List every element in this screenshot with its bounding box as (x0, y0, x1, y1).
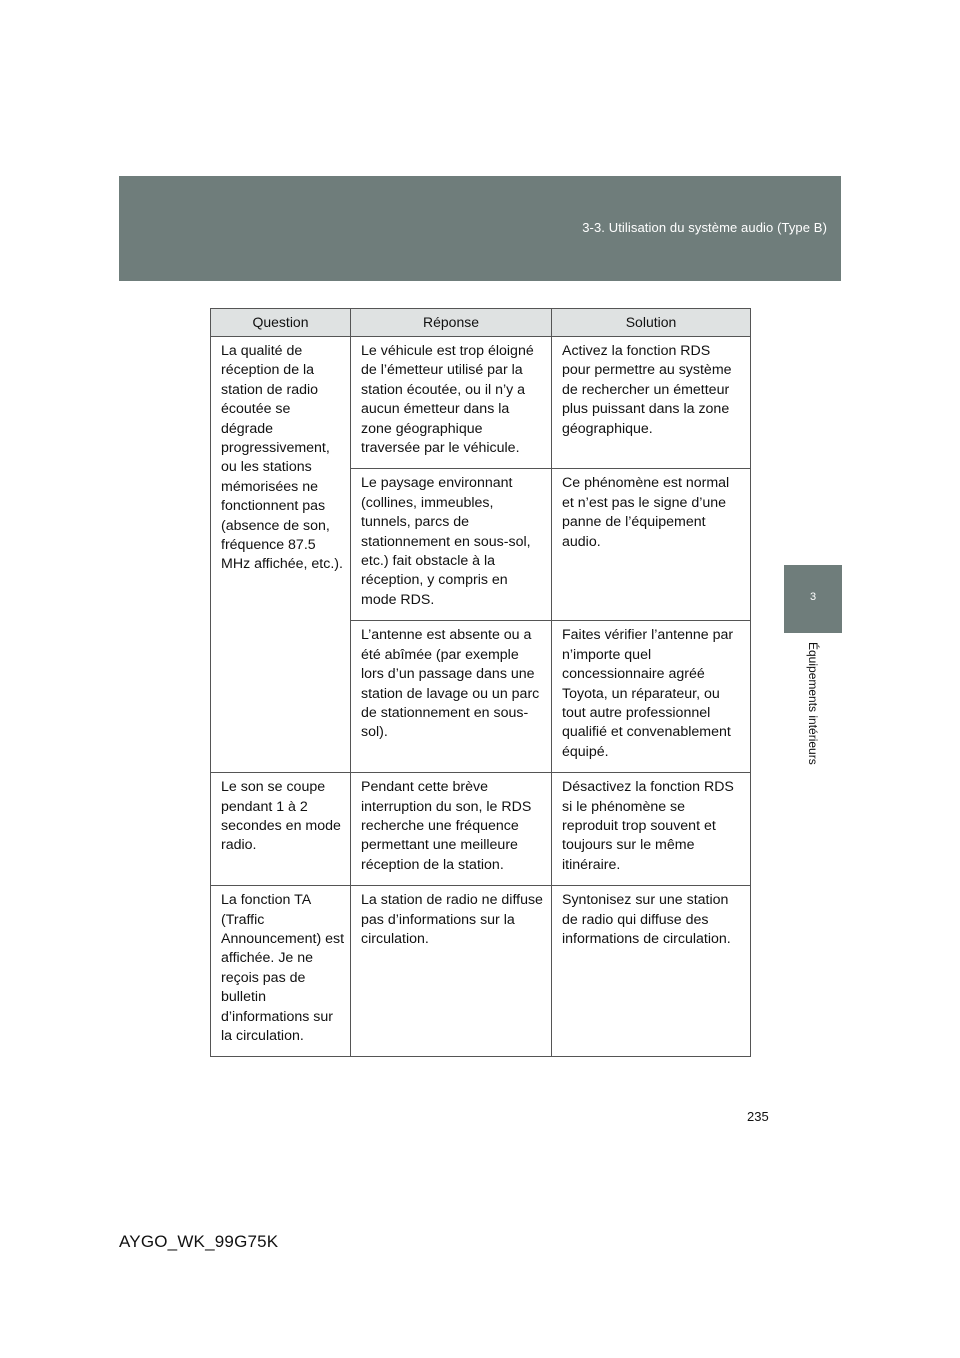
question-cell: Le son se coupe pendant 1 à 2 secondes en mode radio. (211, 773, 351, 886)
troubleshooting-table (210, 308, 751, 1057)
chapter-tab (784, 565, 842, 633)
column-header-solution: Solution (552, 309, 751, 337)
column-header-question: Question (211, 309, 351, 337)
solution-cell: Désactivez la fonction RDS si le phénomène se reproduit trop souvent et toujours sur le même itinéraire. (552, 773, 751, 886)
solution-cell: Syntonisez sur une station de radio qui diffuse des informations de circulation. (552, 886, 751, 1057)
question-cell: La qualité de réception de la station de radio écoutée se dégrade progressivement, ou les stations mémorisées ne fonctionnent pas (absence de son, fréquence 87.5 MHz affichée, etc.). (211, 337, 351, 773)
chapter-label-container (806, 642, 820, 792)
table-header-row (211, 309, 751, 337)
reponse-cell: L’antenne est absente ou a été abîmée (par exemple lors d’un passage dans une station de lavage ou un parc de stationnement en sous-sol). (351, 621, 552, 773)
question-cell: La fonction TA (Traffic Announcement) est affichée. Je ne reçois pas de bulletin d’informations sur la circulation. (211, 886, 351, 1057)
chapter-label: Équipements intérieurs (806, 642, 820, 765)
table-row (211, 773, 751, 886)
reponse-cell: Le paysage environnant (collines, immeubles, tunnels, parcs de stationnement en sous-sol, etc.) fait obstacle à la réception, y compris en mode RDS. (351, 469, 552, 621)
table-row (211, 886, 751, 1057)
solution-cell: Activez la fonction RDS pour permettre au système de rechercher un émetteur plus puissant dans la zone géographique. (552, 337, 751, 469)
reponse-cell: Le véhicule est trop éloigné de l’émetteur utilisé par la station écoutée, ou il n’y a aucun émetteur dans la zone géographique traversée par le véhicule. (351, 337, 552, 469)
column-header-reponse: Réponse (351, 309, 552, 337)
chapter-number: 3 (809, 591, 817, 603)
reponse-cell: Pendant cette brève interruption du son, le RDS recherche une fréquence permettant une meilleure réception de la station. (351, 773, 552, 886)
table-row (211, 337, 751, 469)
reponse-cell: La station de radio ne diffuse pas d’informations sur la circulation. (351, 886, 552, 1057)
document-code: AYGO_WK_99G75K (119, 1232, 279, 1251)
solution-cell: Ce phénomène est normal et n’est pas le signe d’une panne de l’équipement audio. (552, 469, 751, 621)
header-band (119, 176, 841, 281)
section-title: 3-3. Utilisation du système audio (Type B) (582, 220, 827, 235)
page-number: 235 (747, 1109, 769, 1124)
solution-cell: Faites vérifier l’antenne par n’importe quel concessionnaire agréé Toyota, un réparateur, ou tout autre professionnel qualifié et convenablement équipé. (552, 621, 751, 773)
